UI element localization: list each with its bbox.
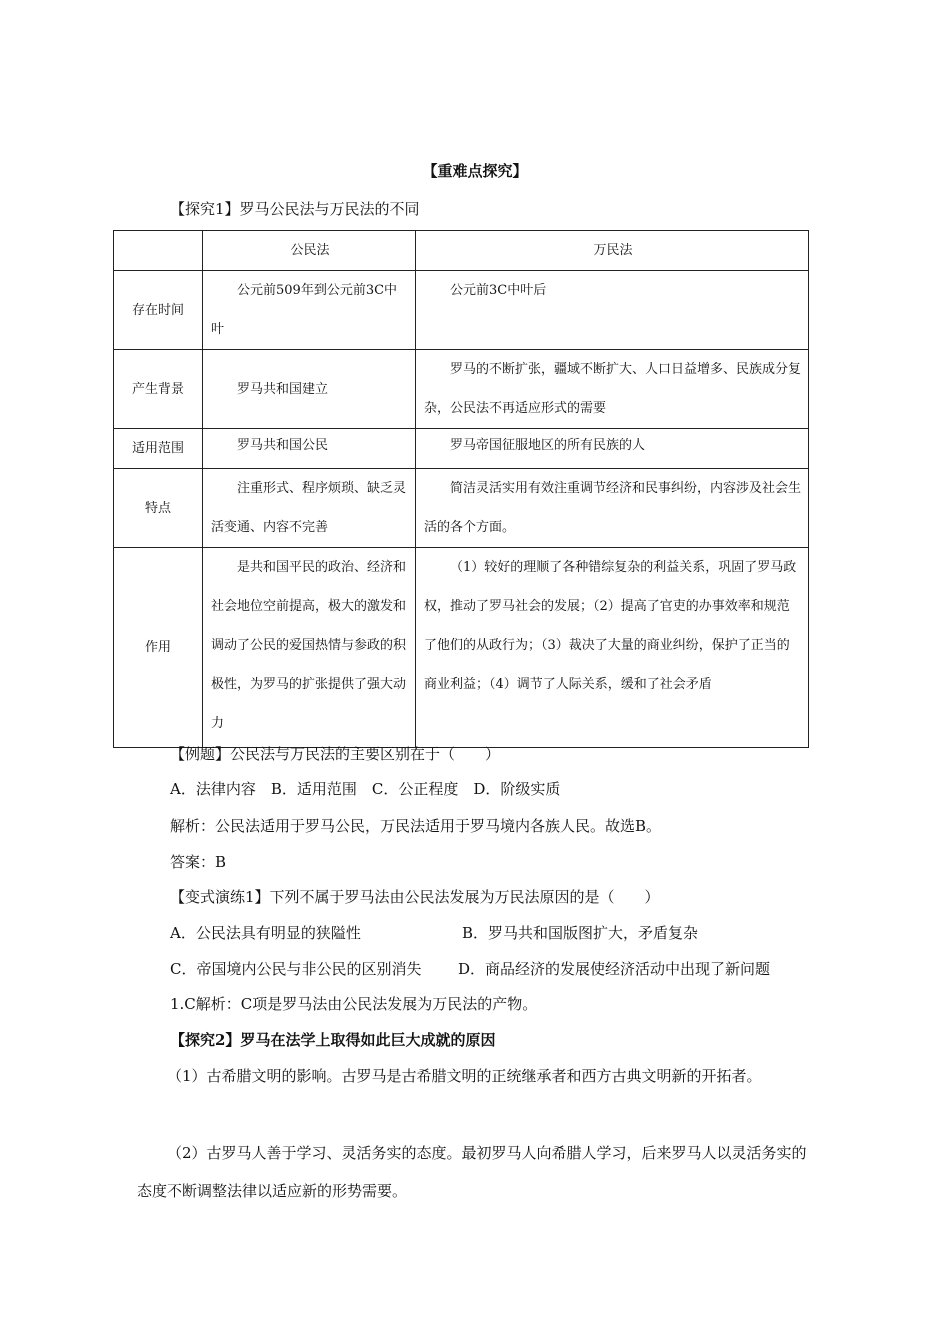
table-row — [114, 548, 809, 748]
example-analysis: 解析：公民法适用于罗马公民，万民法适用于罗马境内各族人民。故选B。 — [170, 817, 662, 835]
law-of-nations-cell: （1）较好的理顺了各种错综复杂的利益关系，巩固了罗马政权，推动了罗马社会的发展；（2）提高了官吏的办事效率和规范了他们的从政行为；（3）裁决了大量的商业纠纷，保护了正当的商业利益；（4）调节了人际关系，缓和了社会矛盾 — [416, 548, 809, 748]
row-label: 产生背景 — [114, 350, 203, 429]
civil-law-cell: 罗马共和国公民 — [203, 429, 416, 469]
civil-law-cell: 是共和国平民的政治、经济和社会地位空前提高，极大的激发和调动了公民的爱国热情与参政的积极性，为罗马的扩张提供了强大动力 — [203, 548, 416, 748]
law-of-nations-cell: 罗马的不断扩张，疆域不断扩大、人口日益增多、民族成分复杂，公民法不再适应形式的需要 — [416, 350, 809, 429]
civil-law-cell: 注重形式、程序烦琐、缺乏灵活变通、内容不完善 — [203, 469, 416, 548]
row-label: 特点 — [114, 469, 203, 548]
header-cell-empty — [114, 231, 203, 271]
civil-law-cell: 公元前509年到公元前3C中叶 — [203, 271, 416, 350]
variant-option-b: B．罗马共和国版图扩大，矛盾复杂 — [462, 924, 699, 942]
row-label: 作用 — [114, 548, 203, 748]
variant-answer: 1.C解析：C项是罗马法由公民法发展为万民法的产物。 — [170, 995, 538, 1013]
variant-question: 【变式演练1】下列不属于罗马法由公民法发展为万民法原因的是（ ） — [170, 888, 660, 906]
table-row — [114, 429, 809, 469]
law-of-nations-cell: 公元前3C中叶后 — [416, 271, 809, 350]
example-answer: 答案：B — [170, 853, 227, 871]
row-label: 存在时间 — [114, 271, 203, 350]
variant-option-a: A．公民法具有明显的狭隘性 — [170, 924, 361, 942]
law-of-nations-cell: 罗马帝国征服地区的所有民族的人 — [416, 429, 809, 469]
row-label: 适用范围 — [114, 429, 203, 469]
variant-option-c: C．帝国境内公民与非公民的区别消失 — [170, 960, 422, 978]
example-question: 【例题】公民法与万民法的主要区别在于（ ） — [170, 745, 501, 763]
explore2-title: 【探究2】罗马在法学上取得如此巨大成就的原因 — [170, 1031, 496, 1049]
header-cell-law-of-nations: 万民法 — [416, 231, 809, 271]
table-header-row — [114, 231, 809, 271]
explore2-point-2: （2）古罗马人善于学习、灵活务实的态度。最初罗马人向希腊人学习，后来罗马人以灵活务实的态度不断调整法律以适应新的形势需要。 — [137, 1144, 807, 1200]
civil-law-cell: 罗马共和国建立 — [203, 350, 416, 429]
header-cell-civil-law: 公民法 — [203, 231, 416, 271]
variant-option-d: D．商品经济的发展使经济活动中出现了新问题 — [458, 960, 771, 978]
explore1-title: 【探究1】罗马公民法与万民法的不同 — [170, 200, 420, 218]
law-of-nations-cell: 简洁灵活实用有效注重调节经济和民事纠纷，内容涉及社会生活的各个方面。 — [416, 469, 809, 548]
table-row — [114, 271, 809, 350]
table-row — [114, 350, 809, 429]
table-row — [114, 469, 809, 548]
explore2-point-1: （1）古希腊文明的影响。古罗马是古希腊文明的正统继承者和西方古典文明新的开拓者。 — [167, 1067, 762, 1085]
section-title: 【重难点探究】 — [422, 162, 528, 180]
comparison-table — [113, 230, 809, 748]
example-options: A．法律内容 B．适用范围 C．公正程度 D．阶级实质 — [170, 780, 561, 798]
